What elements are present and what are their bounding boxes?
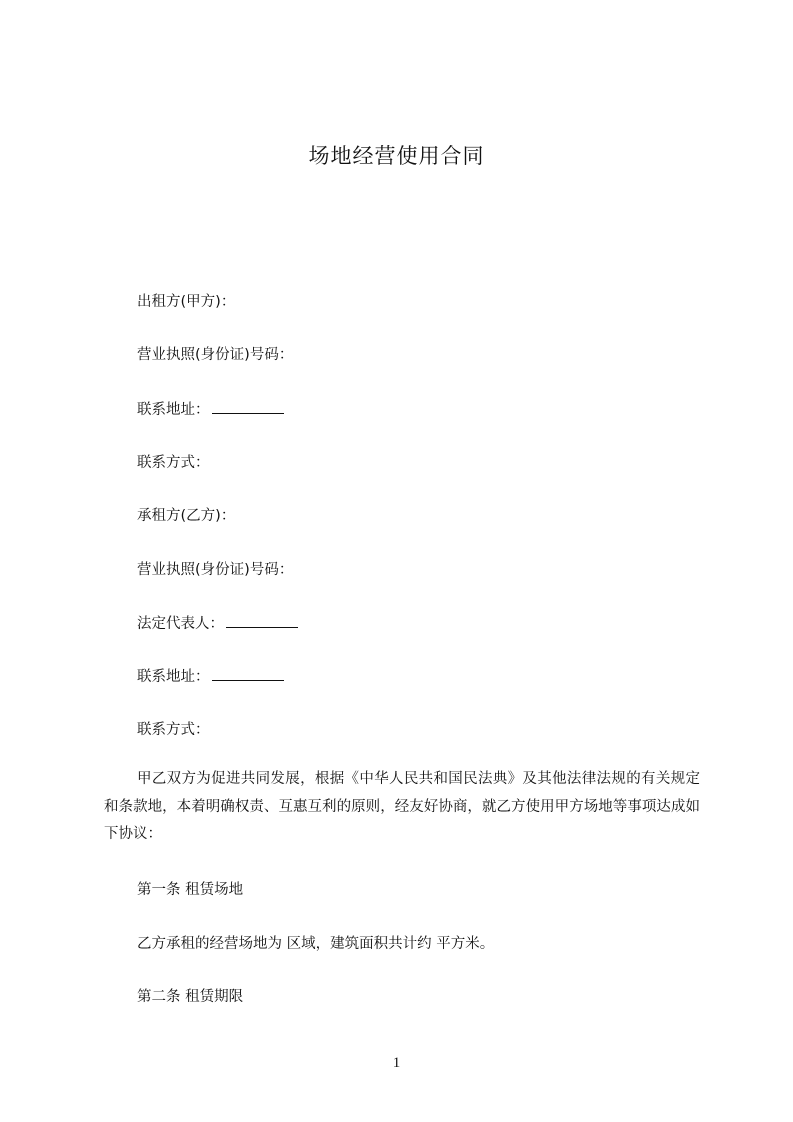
- field-lessee-license: [137, 560, 293, 580]
- preamble-paragraph: 甲乙双方为促进共同发展，根据《中华人民共和国民法典》及其他法律法规的有关规定和条款地，本着明确权责、互惠互利的原则，经友好协商，就乙方使用甲方场地等事项达成如下协议：: [104, 771, 700, 842]
- article-2-heading: 第二条 租赁期限: [137, 989, 244, 1005]
- page-number: 1: [392, 1055, 401, 1071]
- field-lessor-license: [137, 345, 293, 365]
- field-label: 联系方式：: [137, 455, 210, 471]
- field-label: 联系方式：: [137, 722, 210, 738]
- field-label: 联系地址：: [137, 402, 210, 418]
- fill-in-blank: [226, 613, 298, 628]
- field-label: 出租方(甲方)：: [137, 294, 236, 310]
- fill-in-blank: [212, 666, 284, 681]
- fill-in-blank: [212, 399, 284, 414]
- field-lessor-contact: [137, 453, 210, 473]
- field-lessee-address: [137, 666, 284, 687]
- field-label: 营业执照(身份证)号码：: [137, 347, 294, 363]
- article-1-heading: 第一条 租赁场地: [137, 882, 244, 898]
- field-lessee: [137, 506, 235, 526]
- field-label: 法定代表人：: [137, 616, 224, 632]
- field-lessor: [137, 292, 235, 312]
- field-legal-representative: [137, 613, 298, 634]
- field-lessee-contact: [137, 720, 210, 740]
- field-label: 承租方(乙方)：: [137, 508, 236, 524]
- field-label: 联系地址：: [137, 669, 210, 685]
- article-1-body: 乙方承租的经营场地为 区域，建筑面积共计约 平方米。: [137, 936, 495, 952]
- field-lessor-address: [137, 399, 284, 420]
- document-title: 场地经营使用合同: [308, 144, 485, 168]
- field-label: 营业执照(身份证)号码：: [137, 562, 294, 578]
